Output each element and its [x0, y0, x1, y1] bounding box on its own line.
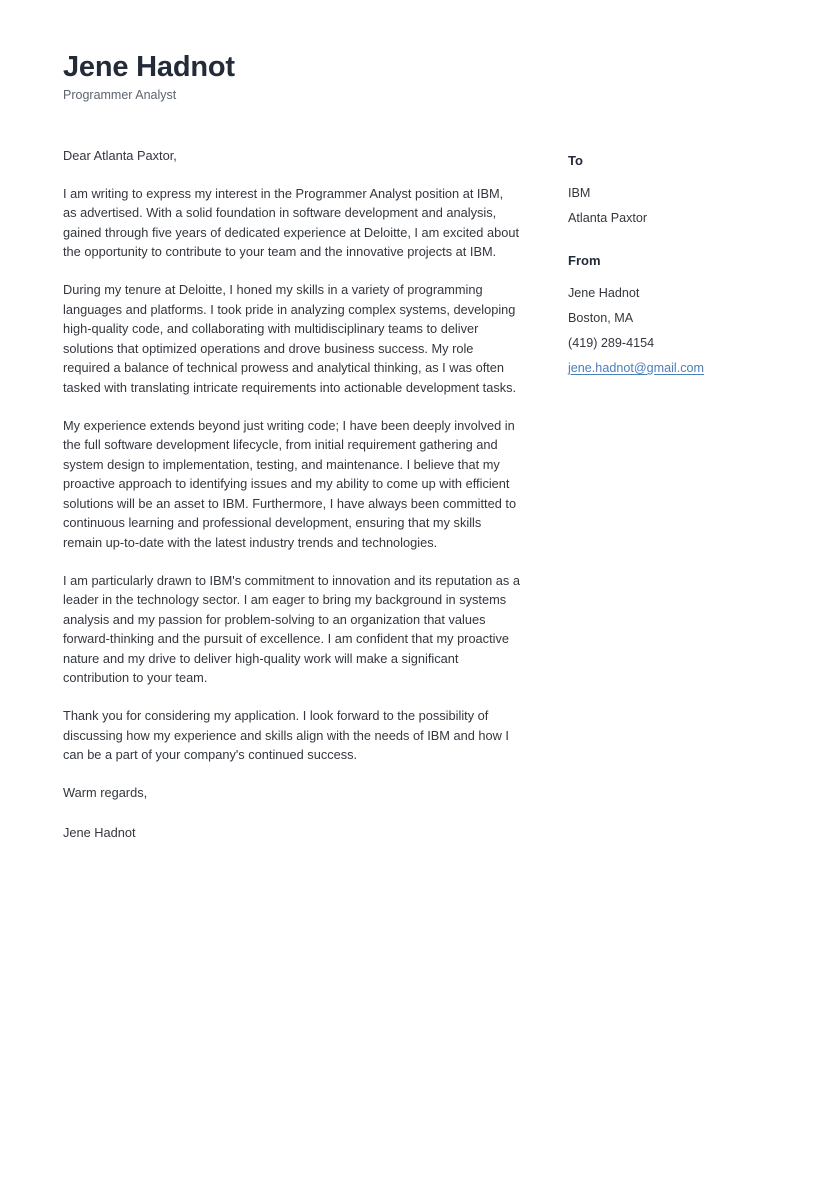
contact-sidebar	[568, 152, 778, 402]
body-paragraph: During my tenure at Deloitte, I honed my skills in a variety of programming languages and platforms. I took pride in analyzing complex systems, developing high-quality code, and collaborating with multidisciplinary teams to deliver solutions that optimized operations and drove business success. My role required a balance of technical prowess and analytical thinking, as I was often tasked with translating intricate requirements into actionable development tasks.	[63, 282, 517, 395]
body-paragraph: My experience extends beyond just writing code; I have been deeply involved in the full software development lifecycle, from initial requirement gathering and system design to implementation, testing, and maintenance. I believe that my proactive approach to identifying issues and my ability to come up with efficient solutions will be an asset to IBM. Furthermore, I have always been committed to continuous learning and professional development, ensuring that my skills remain up-to-date with the latest industry trends and technologies.	[63, 417, 517, 550]
sender-location: Boston, MA	[568, 311, 634, 325]
closing-line: Warm regards,	[63, 785, 148, 800]
salutation: Dear Atlanta Paxtor,	[63, 148, 177, 163]
sender-name: Jene Hadnot	[568, 286, 640, 300]
from-heading: From	[568, 253, 601, 268]
to-heading: To	[568, 153, 583, 168]
sender-email-link[interactable]: jene.hadnot@gmail.com	[568, 361, 704, 375]
recipient-name: Atlanta Paxtor	[568, 211, 648, 225]
body-paragraph: I am writing to express my interest in the Programmer Analyst position at IBM, as advertised. With a solid foundation in software development and analysis, gained through five years of dedicated experience at Deloitte, I am excited about the opportunity to contribute to your team and the innovative projects at IBM.	[63, 185, 519, 259]
page-title: Jene Hadnot	[63, 51, 235, 83]
signature-name: Jene Hadnot	[63, 824, 136, 840]
job-title-subtitle: Programmer Analyst	[63, 88, 177, 102]
letter-body-column	[63, 146, 520, 842]
body-paragraph: Thank you for considering my application. I look forward to the possibility of discussing how my experience and skills align with the needs of IBM and how I can be a part of your company's continued success.	[63, 708, 509, 762]
body-paragraph: I am particularly drawn to IBM's commitment to innovation and its reputation as a leader in the technology sector. I am eager to bring my background in systems analysis and my passion for problem-solving to an organization that values forward-thinking and the pursuit of excellence. I am confident that my proactive nature and my drive to deliver high-quality work will make a significant contribution to your team.	[63, 572, 520, 685]
recipient-block	[568, 152, 778, 231]
letter-header	[63, 50, 563, 104]
recipient-company: IBM	[568, 186, 591, 200]
sender-phone: (419) 289-4154	[568, 336, 655, 350]
sender-block	[568, 252, 778, 381]
